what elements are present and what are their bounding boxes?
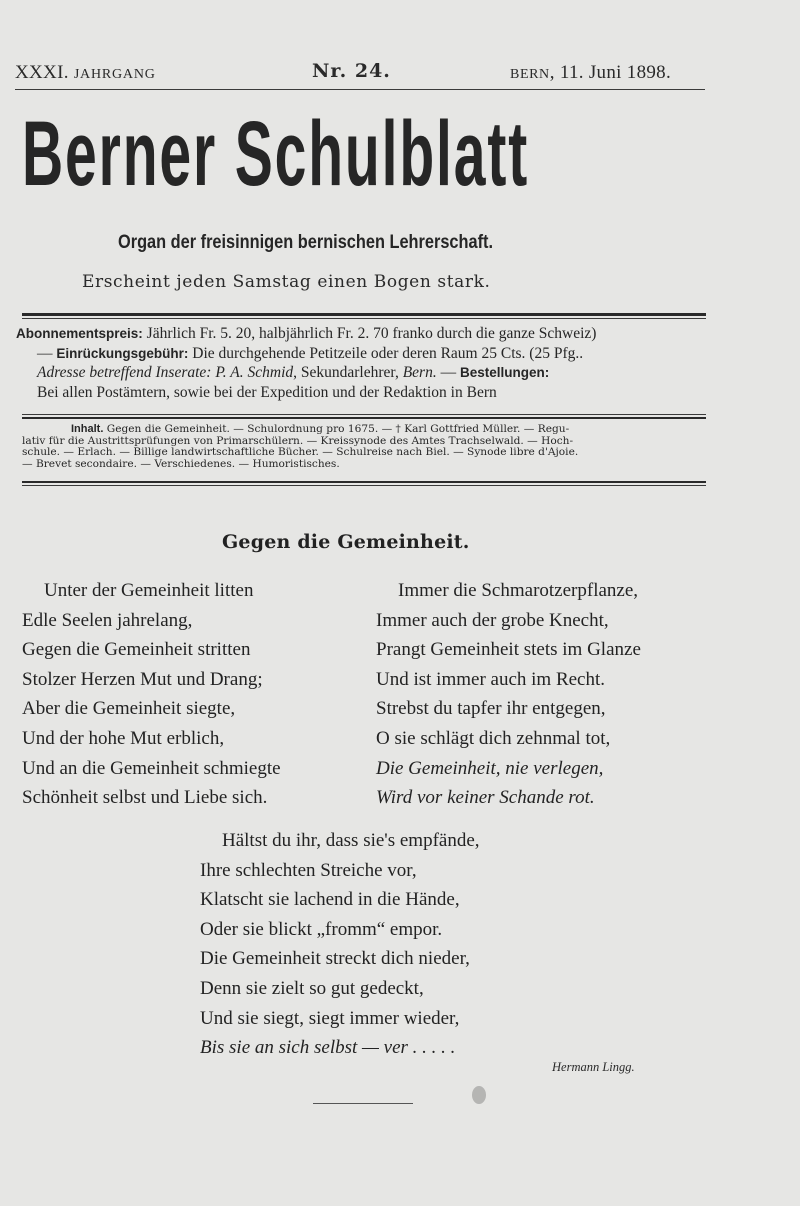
masthead-rule-thick (22, 313, 706, 316)
issue-number: Nr. 24. (312, 60, 391, 82)
poem-line: Hältst du ihr, dass sie's empfände, (222, 830, 480, 851)
insertion-fee-line (16, 344, 716, 364)
poem-line: Und sie siegt, siegt immer wieder, (200, 1007, 460, 1029)
poem-line: Und an die Gemeinheit schmiegte (22, 757, 281, 779)
masthead-tagline: Erscheint jeden Samstag einen Bogen stark. (82, 272, 491, 292)
masthead-subtitle: Organ der freisinnigen bernischen Lehrerschaft. (118, 232, 494, 253)
subscription-price-label: Abonnementspreis: (16, 326, 143, 341)
address-label: Adresse betreffend Inserate: P. A. Schmid (37, 364, 294, 381)
poem-line: Immer auch der grobe Knecht, (376, 609, 609, 631)
orders-line: Bei allen Postämtern, sowie bei der Expedition und der Redaktion in Bern (37, 383, 497, 401)
poem-line: Aber die Gemeinheit siegte, (22, 698, 236, 720)
insertion-fee-label: Einrückungsgebühr: (56, 345, 189, 361)
poem-line: Und ist immer auch im Recht. (376, 668, 606, 690)
masthead-title: Berner Schulblatt (22, 103, 530, 205)
volume-roman: XXXI. (15, 62, 69, 83)
poem-line: Und der hohe Mut erblich, (22, 727, 225, 749)
poem-line: Klatscht sie lachend in die Hände, (200, 889, 460, 911)
table-of-contents (22, 424, 712, 470)
contents-rule-bottom-thin (22, 485, 706, 486)
address-city: Bern. (402, 364, 437, 381)
contents-label: Inhalt. (71, 423, 104, 435)
poem-line: Strebst du tapfer ihr entgegen, (376, 698, 606, 720)
poem-line: Wird vor keiner Schande rot. (376, 787, 595, 809)
date: , 11. Juni 1898. (549, 62, 672, 83)
poem-line: Schönheit selbst und Liebe sich. (22, 787, 268, 809)
place: BERN (510, 67, 550, 82)
ink-blot (472, 1086, 486, 1104)
address-text: , Sekundarlehrer, (293, 364, 403, 381)
contents-rule-bottom-thick (22, 481, 706, 483)
contents-line: lativ für die Austrittsprüfungen von Primarschülern. — Kreissynode des Amtes Trachselwald. — Hoch- (22, 434, 574, 447)
masthead-rule-thin (22, 318, 706, 319)
contents-line: schule. — Erlach. — Billige landwirtschaftliche Bücher. — Schulreise nach Biel. — Synode libre d'Ajoie. (22, 446, 579, 458)
place-date (510, 62, 671, 84)
poem-stanza-2 (376, 576, 641, 813)
poem-line: Edle Seelen jahrelang, (22, 609, 193, 631)
end-rule (313, 1103, 413, 1104)
dash: — (436, 364, 460, 381)
header-rule (15, 89, 705, 90)
contents-rule-top-thick (22, 417, 706, 419)
poem-line: Die Gemeinheit, nie verlegen, (376, 757, 604, 779)
volume-word: JAHRGANG (73, 67, 156, 82)
poem-title: Gegen die Gemeinheit. (222, 531, 470, 553)
volume-label (15, 62, 156, 84)
poem-line: Prangt Gemeinheit stets im Glanze (376, 639, 641, 661)
subscription-price-line (16, 324, 716, 344)
subscription-price-text: Jährlich Fr. 5. 20, halbjährlich Fr. 2. 70 franko durch die ganze Schweiz) (142, 325, 597, 342)
poem-stanza-3 (200, 826, 480, 1063)
poem-line: Die Gemeinheit streckt dich nieder, (200, 948, 470, 970)
poem-line: Ihre schlechten Streiche vor, (200, 859, 417, 881)
poem-author: Hermann Lingg. (552, 1060, 635, 1074)
insertion-fee-text: Die durchgehende Petitzeile oder deren Raum 25 Cts. (25 Pfg.. (188, 344, 584, 362)
poem-line: Immer die Schmarotzerpflanze, (398, 580, 639, 601)
subscription-info (16, 324, 716, 402)
poem-line: Bis sie an sich selbst — ver . . . . . (200, 1037, 456, 1059)
contents-rule-top-thin (22, 414, 706, 415)
address-line (16, 363, 716, 383)
dash: — (37, 344, 57, 362)
poem-stanza-1 (22, 576, 281, 813)
poem-line: Gegen die Gemeinheit stritten (22, 639, 251, 661)
poem-line: Stolzer Herzen Mut und Drang; (22, 668, 263, 690)
poem-line: Oder sie blickt „fromm“ empor. (200, 918, 443, 940)
orders-label: Bestellungen: (459, 365, 550, 380)
contents-line: — Brevet secondaire. — Verschiedenes. — Humoristisches. (22, 457, 340, 470)
poem-line: Denn sie zielt so gut gedeckt, (200, 977, 424, 999)
poem-line: Unter der Gemeinheit litten (44, 580, 254, 601)
contents-line: Inhalt. Gegen die Gemeinheit. — Schulordnung pro 1675. — † Karl Gottfried Müller. — Regu- (22, 424, 712, 436)
poem-line: O sie schlägt dich zehnmal tot, (376, 727, 611, 749)
